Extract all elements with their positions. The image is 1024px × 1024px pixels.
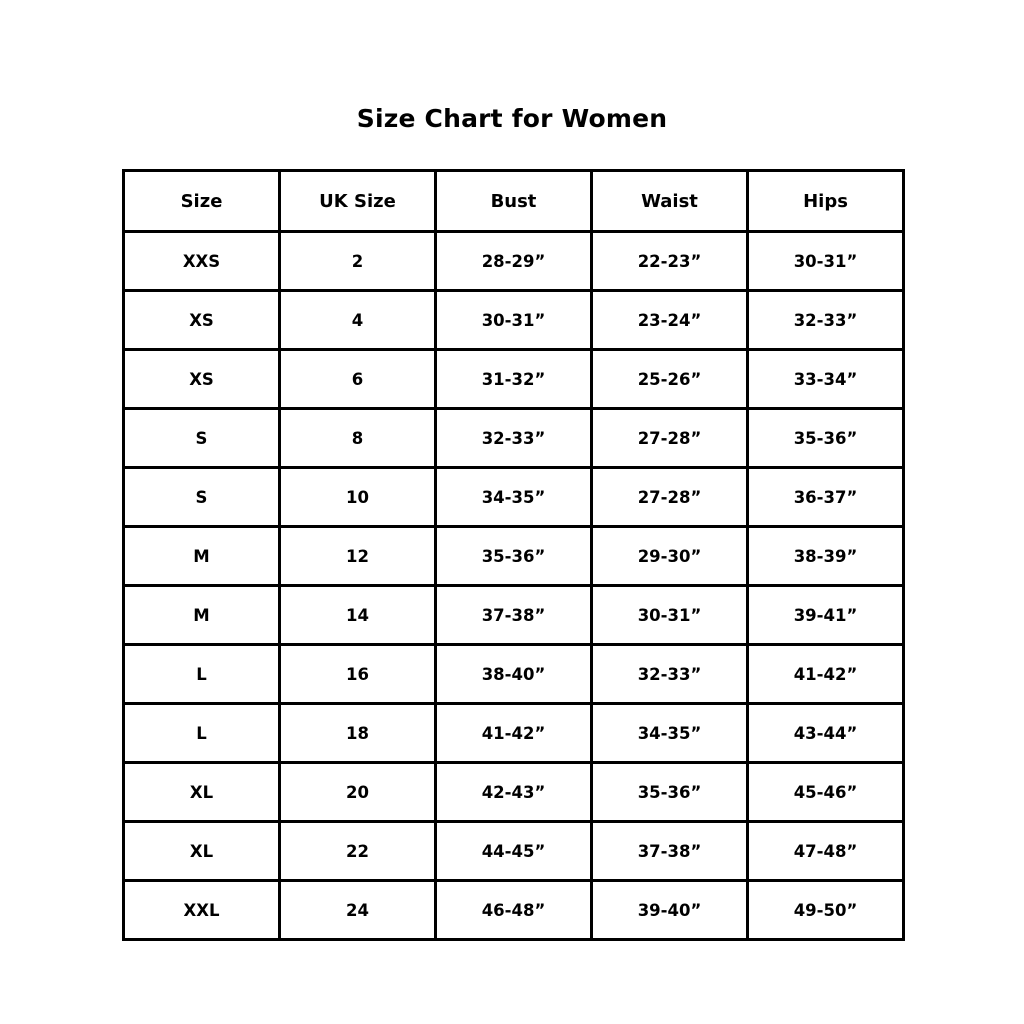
column-header-bust: Bust (436, 171, 592, 232)
cell-waist: 25-26” (592, 350, 748, 409)
table-body (124, 232, 904, 940)
cell-bust: 28-29” (436, 232, 592, 291)
cell-uk-size: 4 (280, 291, 436, 350)
cell-uk-size: 24 (280, 881, 436, 940)
cell-waist: 37-38” (592, 822, 748, 881)
table-row (124, 822, 904, 881)
cell-hips: 35-36” (748, 409, 904, 468)
cell-waist: 23-24” (592, 291, 748, 350)
cell-hips: 45-46” (748, 763, 904, 822)
cell-uk-size: 8 (280, 409, 436, 468)
cell-uk-size: 14 (280, 586, 436, 645)
cell-bust: 31-32” (436, 350, 592, 409)
table-row (124, 350, 904, 409)
cell-hips: 47-48” (748, 822, 904, 881)
cell-bust: 44-45” (436, 822, 592, 881)
cell-hips: 33-34” (748, 350, 904, 409)
column-header-uk-size: UK Size (280, 171, 436, 232)
cell-uk-size: 16 (280, 645, 436, 704)
cell-bust: 32-33” (436, 409, 592, 468)
cell-hips: 32-33” (748, 291, 904, 350)
cell-size: M (124, 527, 280, 586)
table-row (124, 409, 904, 468)
cell-bust: 38-40” (436, 645, 592, 704)
cell-waist: 27-28” (592, 409, 748, 468)
cell-size: XS (124, 291, 280, 350)
column-header-waist: Waist (592, 171, 748, 232)
cell-uk-size: 2 (280, 232, 436, 291)
cell-hips: 41-42” (748, 645, 904, 704)
size-table (122, 169, 905, 941)
table-row (124, 881, 904, 940)
cell-hips: 49-50” (748, 881, 904, 940)
cell-bust: 37-38” (436, 586, 592, 645)
cell-size: XL (124, 763, 280, 822)
table-row (124, 291, 904, 350)
cell-waist: 32-33” (592, 645, 748, 704)
cell-hips: 36-37” (748, 468, 904, 527)
size-table-container (122, 169, 902, 941)
table-header (124, 171, 904, 232)
page-title: Size Chart for Women (356, 104, 668, 133)
cell-bust: 34-35” (436, 468, 592, 527)
table-header-row (124, 171, 904, 232)
cell-uk-size: 12 (280, 527, 436, 586)
cell-waist: 35-36” (592, 763, 748, 822)
cell-uk-size: 22 (280, 822, 436, 881)
cell-uk-size: 20 (280, 763, 436, 822)
cell-size: S (124, 468, 280, 527)
cell-waist: 39-40” (592, 881, 748, 940)
cell-waist: 30-31” (592, 586, 748, 645)
table-row (124, 586, 904, 645)
cell-bust: 46-48” (436, 881, 592, 940)
cell-size: S (124, 409, 280, 468)
cell-uk-size: 6 (280, 350, 436, 409)
cell-size: L (124, 704, 280, 763)
cell-uk-size: 18 (280, 704, 436, 763)
cell-size: XXS (124, 232, 280, 291)
column-header-size: Size (124, 171, 280, 232)
cell-waist: 29-30” (592, 527, 748, 586)
cell-waist: 22-23” (592, 232, 748, 291)
cell-hips: 38-39” (748, 527, 904, 586)
cell-size: XS (124, 350, 280, 409)
cell-bust: 35-36” (436, 527, 592, 586)
cell-hips: 43-44” (748, 704, 904, 763)
cell-hips: 30-31” (748, 232, 904, 291)
cell-uk-size: 10 (280, 468, 436, 527)
cell-waist: 34-35” (592, 704, 748, 763)
table-row (124, 704, 904, 763)
cell-bust: 30-31” (436, 291, 592, 350)
column-header-hips: Hips (748, 171, 904, 232)
cell-bust: 41-42” (436, 704, 592, 763)
cell-size: XXL (124, 881, 280, 940)
cell-hips: 39-41” (748, 586, 904, 645)
cell-bust: 42-43” (436, 763, 592, 822)
table-row (124, 527, 904, 586)
cell-size: L (124, 645, 280, 704)
cell-waist: 27-28” (592, 468, 748, 527)
table-row (124, 645, 904, 704)
cell-size: XL (124, 822, 280, 881)
table-row (124, 468, 904, 527)
table-row (124, 763, 904, 822)
cell-size: M (124, 586, 280, 645)
table-row (124, 232, 904, 291)
